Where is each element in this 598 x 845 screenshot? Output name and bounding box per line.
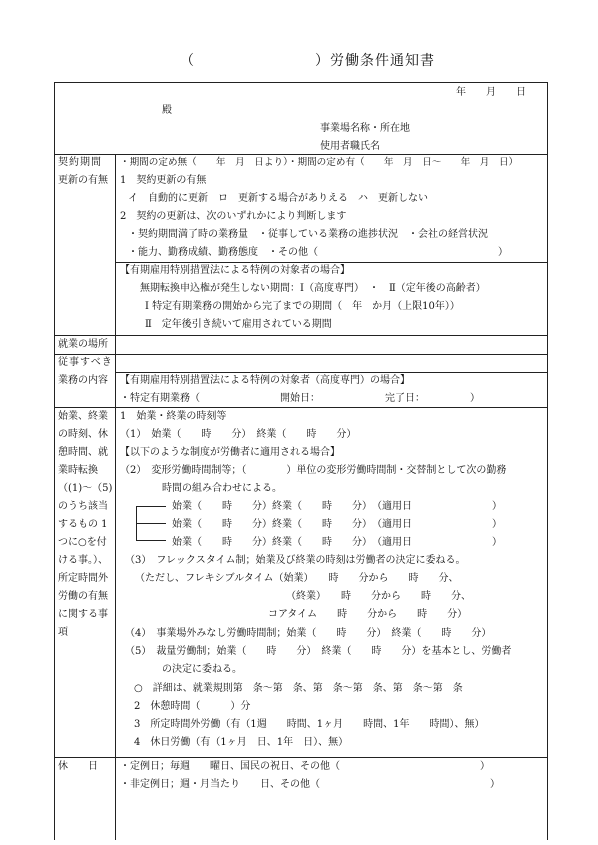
hours-label-line: の時刻、休 [58,429,108,440]
discretionary-line1: （5） 裁量労働制；始業（ 時 分） 終業（ 時 分）を基本とし、労働者 [125,646,512,657]
deemed-hours-line: （4） 事業場外みなし労働時間制；始業（ 時 分） 終業（ 時 分） [125,628,492,639]
shift-line-1: 始業（ 時 分）終業（ 時 分） （適用日 ） [172,501,502,512]
contract-period-options: ・期間の定め無（ 年 月 日より）・期間の定め有（ 年 月 日～ 年 月 日） [120,157,519,168]
flextime-line4: コアタイム 時 分から 時 分） [268,609,468,620]
employer-name-label: 使用者職氏名 [320,141,380,152]
hours-label-line: 所定時間外 [58,573,108,584]
addressee-label: 殿 [162,105,172,116]
rules-detail-line: ○ 詳細は、就業規則第 条～第 条、第 条～第 条、第 条～第 条 [134,683,463,694]
hours-label-line: 始業、終業 [58,411,108,422]
shift-line-2: 始業（ 時 分）終業（ 時 分） （適用日 ） [172,519,502,530]
shift-bracket [136,506,166,507]
page-title: （ ）労働条件通知書 [180,53,435,69]
hours-label-line: 項 [58,627,68,638]
renewal-criteria-line2: ・能力、勤務成績、勤務態度 ・その他（ ） [128,247,508,258]
shift-bracket [136,540,166,541]
renewal-criteria-line1: ・契約期間満了時の業務量 ・従事している業務の進捗状況 ・会社の経営状況 [128,229,488,240]
flextime-line3: （終業） 時 分から 時 分、 [286,591,471,602]
hours-label-line: つに○を付 [58,537,107,548]
special-measures-type-ii: Ⅱ 定年後引き続いて雇用されている期間 [145,319,332,330]
hours-heading: 1 始業・終業の時刻等 [120,411,227,422]
holidays-irregular: ・非定例日；週・月当たり 日、その他（ ） [120,779,500,790]
hours-line-1: （1） 始業（ 時 分） 終業（ 時 分） [120,429,357,440]
break-time-line: 2 休憩時間（ ）分 [134,701,251,712]
duties-label-line1: 従事すべき [58,357,113,368]
row-divider [54,354,548,355]
hours-label-line: ける事。）、 [58,555,108,566]
flextime-line1: （3） フレックスタイム制；始業及び終業の時刻は労働者の決定に委ねる。 [125,555,466,566]
renewal-heading: 1 契約更新の有無 [120,175,207,186]
hours-variable-line1: （2） 変形労働時間制等；（ ）単位の変形労働時間制・交替制として次の勤務 [120,465,507,476]
workplace-label: 就業の場所 [58,339,108,350]
row-divider [115,372,548,373]
flextime-line2: （ただし、フレキシブルタイム（始業） 時 分から 時 分、 [135,573,459,584]
row-divider [54,154,548,155]
hours-label-line: のうち該当 [58,501,108,512]
contract-label-line2: 更新の有無 [58,175,108,186]
row-divider [54,335,548,336]
hours-label-line: （(1)～（5) [58,483,113,494]
renewal-criteria-heading: 2 契約の更新は、次のいずれかにより判断します [120,211,347,222]
overtime-line: 3 所定時間外労働（有（1週 時間、1ヶ月 時間、1年 時間）、無） [134,719,485,730]
shift-line-3: 始業（ 時 分）終業（ 時 分） （適用日 ） [172,537,502,548]
duties-label-line2: 業務の内容 [58,375,108,386]
special-measures-type-i: Ⅰ 特定有期業務の開始から完了までの期間（ 年 か月（上限10年）） [145,301,460,312]
employer-address-label: 事業場名称・所在地 [320,123,410,134]
hours-label-line: 憩時間、就 [58,447,108,458]
discretionary-line2: の決定に委ねる。 [162,664,242,675]
date-field: 年 月 日 [456,87,526,98]
hours-label-line: 業時転換 [58,465,98,476]
row-divider [54,757,548,758]
holidays-regular: ・定例日；毎週 曜日、国民の祝日、その他（ ） [120,761,490,772]
duties-special-line: ・特定有期業務（ 開始日： 完了日： ） [120,393,480,404]
hours-label-line: するもの 1 [58,519,108,530]
hours-variable-line2: 時間の組み合わせによる。 [162,483,282,494]
holidays-label: 休 日 [58,761,98,772]
special-measures-title: 【有期雇用特別措置法による特例の対象者の場合】 [120,265,350,276]
holiday-work-line: 4 休日労働（有（1ヶ月 日、1年 日）、無） [134,737,349,748]
column-divider [115,154,116,840]
hours-conditions-title: 【以下のような制度が労働者に適用される場合】 [120,447,340,458]
special-measures-line: 無期転換申込権が発生しない期間：Ⅰ（高度専門） ・ Ⅱ（定年後の高齢者） [140,283,486,294]
hours-label-line: 労働の有無 [58,591,108,602]
contract-label-line1: 契約期間 [58,157,102,168]
row-divider [54,407,548,408]
hours-label-line: に関する事 [58,609,108,620]
shift-bracket [136,523,166,524]
duties-special-title: 【有期雇用特別措置法による特例の対象者（高度専門）の場合】 [120,375,410,386]
renewal-options: イ 自動的に更新 ロ 更新する場合がありえる ハ 更新しない [128,193,428,204]
